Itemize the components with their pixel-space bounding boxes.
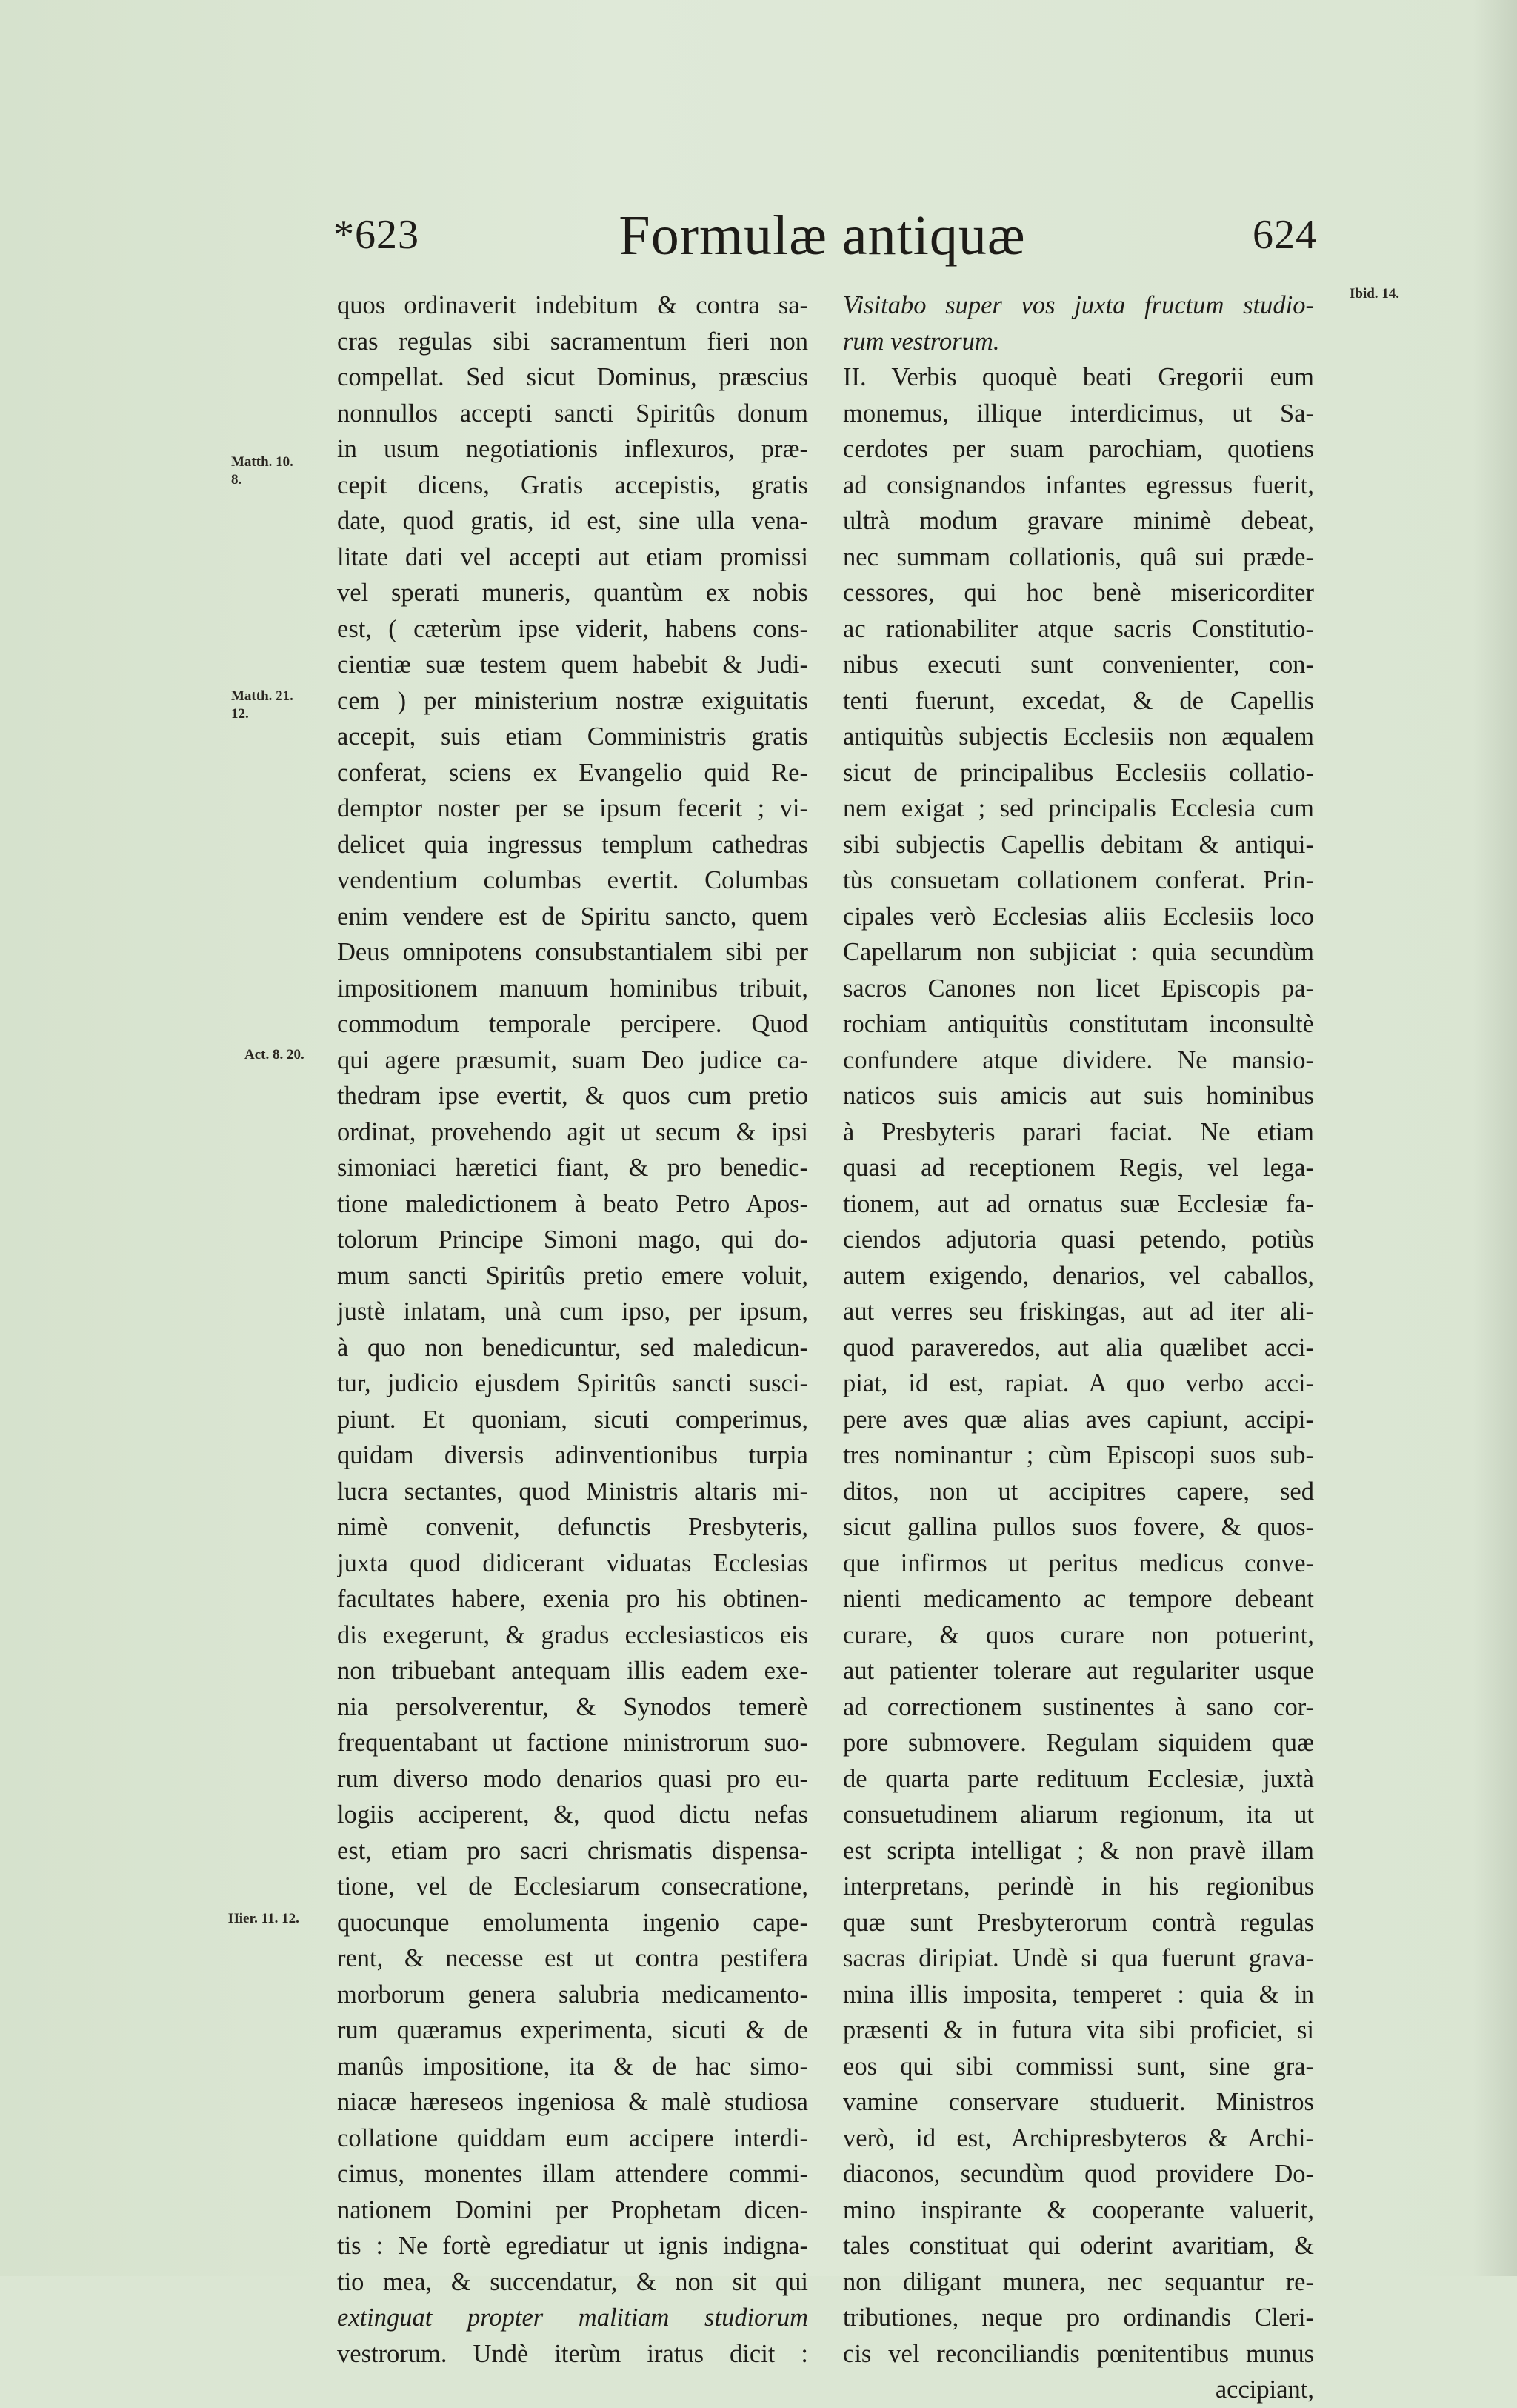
text-line: commodum temporale percipere. Quod [337,1010,808,1038]
text-line: conferat, sciens ex Evangelio quid Re- [337,758,808,787]
text-line: diaconos, secundùm quod providere Do- [843,2160,1314,2188]
text-line: cimus, monentes illam attendere commi- [337,2160,808,2188]
text-line: tione, vel de Ecclesiarum consecratione, [337,1872,808,1900]
page-header [319,204,1326,270]
text-line: demptor noster per se ipsum fecerit ; vi- [337,794,808,822]
text-line: tis : Ne fortè egrediatur ut ignis indigna- [337,2232,808,2260]
text-line: thedram ipse evertit, & quos cum pretio [337,1082,808,1110]
text-line: ac rationabiliter atque sacris Constitutio- [843,614,1314,643]
text-line: pere aves quæ alias aves capiunt, accipi- [843,1405,1314,1434]
text-line: accepit, suis etiam Comministris gratis [337,722,808,751]
text-line: quos ordinaverit indebitum & contra sa- [337,291,808,319]
text-line: impositionem manuum hominibus tribuit, [337,974,808,1002]
text-line: justè inlatam, unà cum ipso, per ipsum, [337,1297,808,1326]
text-line: rum quæramus experimenta, sicuti & de [337,2016,808,2044]
text-line: quocunque emolumenta ingenio cape- [337,1908,808,1937]
text-line: eos qui sibi commissi sunt, sine gra- [843,2052,1314,2081]
text-line: non tribuebant antequam illis eadem exe- [337,1657,808,1685]
right-page-number: 624 [1253,212,1317,258]
text-line: date, quod gratis, id est, sine ulla vena- [337,507,808,535]
text-line: delicet quia ingressus templum cathedras [337,830,808,859]
text-line: quidam diversis adinventionibus turpia [337,1441,808,1469]
text-line: rum diverso modo denarios quasi pro eu- [337,1764,808,1793]
text-line: Deus omnipotens consubstantialem sibi per [337,938,808,966]
text-line: quod paraveredos, aut alia quælibet acci- [843,1333,1314,1362]
text-line: à Presbyteris parari faciat. Ne etiam [843,1117,1314,1146]
text-line: morborum genera salubria medicamento- [337,1980,808,2009]
text-line: nienti medicamento ac tempore debeant [843,1585,1314,1613]
text-line: nimè convenit, defunctis Presbyteris, [337,1513,808,1541]
text-line: nibus executi sunt convenienter, con- [843,651,1314,679]
text-line: lucra sectantes, quod Ministris altaris mi- [337,1477,808,1506]
left-text-column [337,287,808,2372]
right-text-column [843,287,1314,2408]
text-line: ditos, non ut accipitres capere, sed [843,1477,1314,1506]
text-line: mino inspirante & cooperante valuerit, [843,2195,1314,2224]
text-line: tionem, aut ad ornatus suæ Ecclesiæ fa- [843,1189,1314,1218]
text-line: collatione quiddam eum accipere interdi- [337,2123,808,2152]
text-line: cras regulas sibi sacramentum fieri non [337,327,808,356]
text-line: confundere atque dividere. Ne mansio- [843,1045,1314,1074]
text-line: est scripta intelligat ; & non pravè illam [843,1836,1314,1865]
text-line: cem ) per ministerium nostræ exiguitatis [337,686,808,715]
text-line: ad correctionem sustinentes à sano cor- [843,1692,1314,1721]
text-line: juxta quod didicerant viduatas Ecclesias [337,1549,808,1577]
text-line: est, etiam pro sacri chrismatis dispensa- [337,1836,808,1865]
text-line: aut verres seu friskingas, aut ad iter ali- [843,1297,1314,1326]
margin-note-act-8: Act. 8. 20. [244,1047,304,1062]
text-line: cerdotes per suam parochiam, quotiens [843,435,1314,463]
text-line: rochiam antiquitùs constitutam inconsultè [843,1010,1314,1038]
margin-note-matth-21: Matth. 21. 12. [231,688,293,722]
text-line: pore submovere. Regulam siquidem quæ [843,1729,1314,1757]
text-line: præsenti & in futura vita sibi proficiet, si [843,2016,1314,2044]
text-line: nec summam collationis, quâ sui præde- [843,542,1314,571]
text-line: sicut de principalibus Ecclesiis collatio- [843,758,1314,787]
text-line: litate dati vel accepti aut etiam promissi [337,542,808,571]
text-line: ad consignandos infantes egressus fuerit, [843,470,1314,499]
margin-note-ibid: Ibid. 14. [1350,286,1400,302]
text-line: manûs impositione, ita & de hac simo- [337,2052,808,2081]
text-line: mina illis imposita, temperet : quia & in [843,1980,1314,2009]
text-line: vel sperati muneris, quantùm ex nobis [337,579,808,607]
text-line: de quarta parte redituum Ecclesiæ, juxtà [843,1764,1314,1793]
text-line: sacros Canones non licet Episcopis pa- [843,974,1314,1002]
text-line: niacæ hæreseos ingeniosa & malè studiosa [337,2088,808,2116]
text-line: vamine conservare studuerit. Ministros [843,2088,1314,2116]
text-line: sacras diripiat. Undè si qua fuerunt grava- [843,1944,1314,1972]
page-edge-shadow [1473,0,1517,2276]
text-line: rum vestrorum. [843,327,1000,356]
text-line: que infirmos ut peritus medicus conve- [843,1549,1314,1577]
text-line: compellat. Sed sicut Dominus, præscius [337,363,808,391]
text-line: nationem Domini per Prophetam dicen- [337,2195,808,2224]
text-line: cessores, qui hoc benè misericorditer [843,579,1314,607]
text-line: tione maledictionem à beato Petro Apos- [337,1189,808,1218]
text-line: extinguat propter malitiam studiorum [337,2304,808,2332]
text-line: autem exigendo, denarios, vel caballos, [843,1261,1314,1290]
text-line: naticos suis amicis aut suis hominibus [843,1082,1314,1110]
text-line: facultates habere, exenia pro his obtinen- [337,1585,808,1613]
text-line: II. Verbis quoquè beati Gregorii eum [843,363,1314,391]
text-line: interpretans, perindè in his regionibus [843,1872,1314,1900]
text-line: vendentium columbas evertit. Columbas [337,866,808,894]
text-line: accipiant, [1215,2375,1314,2404]
margin-note-matth-10: Matth. 10. 8. [231,454,293,488]
text-line: sibi subjectis Capellis debitam & antiqui- [843,830,1314,859]
text-line: tur, judicio ejusdem Spiritûs sancti susci- [337,1369,808,1397]
text-line: tùs consuetam collationem conferat. Prin- [843,866,1314,894]
text-line: quæ sunt Presbyterorum contrà regulas [843,1908,1314,1937]
text-line: piunt. Et quoniam, sicuti comperimus, [337,1405,808,1434]
text-line: qui agere præsumit, suam Deo judice ca- [337,1045,808,1074]
text-line: tributiones, neque pro ordinandis Cleri- [843,2304,1314,2332]
text-line: ciendos adjutoria quasi petendo, potiùs [843,1225,1314,1254]
text-line: Capellarum non subjiciat : quia secundùm [843,938,1314,966]
left-page-number: *623 [333,212,419,258]
text-line: cientiæ suæ testem quem habebit & Judi- [337,651,808,679]
text-line: monemus, illique interdicimus, ut Sa- [843,399,1314,428]
text-line: cis vel reconciliandis pœnitentibus munus [843,2339,1314,2368]
text-line: cepit dicens, Gratis accepistis, gratis [337,470,808,499]
text-line: rent, & necesse est ut contra pestifera [337,1944,808,1972]
text-line: ultrà modum gravare minimè debeat, [843,507,1314,535]
text-line: piat, id est, rapiat. A quo verbo acci- [843,1369,1314,1397]
text-line: enim vendere est de Spiritu sancto, quem [337,902,808,931]
text-line: non diligant munera, nec sequantur re- [843,2267,1314,2296]
text-line: aut patienter tolerare aut regulariter usque [843,1657,1314,1685]
text-line: tales constituat qui oderint avaritiam, & [843,2232,1314,2260]
text-line: mum sancti Spiritûs pretio emere voluit, [337,1261,808,1290]
text-line: dis exegerunt, & gradus ecclesiasticos eis [337,1620,808,1649]
text-line: tres nominantur ; cùm Episcopi suos sub- [843,1441,1314,1469]
text-line: cipales verò Ecclesias aliis Ecclesiis loco [843,902,1314,931]
text-line: à quo non benedicuntur, sed maledicun- [337,1333,808,1362]
text-line: in usum negotiationis inflexuros, præ- [337,435,808,463]
text-line: nem exigat ; sed principalis Ecclesia cum [843,794,1314,822]
margin-note-hier: Hier. 11. 12. [228,1911,299,1926]
text-line: nonnullos accepti sancti Spiritûs donum [337,399,808,428]
text-line: logiis acciperent, &, quod dictu nefas [337,1800,808,1829]
text-line: tenti fuerunt, excedat, & de Capellis [843,686,1314,715]
running-title: Formulæ antiquæ [619,204,1026,267]
text-line: frequentabant ut factione ministrorum suo- [337,1729,808,1757]
text-line: simoniaci hæretici fiant, & pro benedic- [337,1154,808,1182]
text-line: ordinat, provehendo agit ut secum & ipsi [337,1117,808,1146]
text-line: verò, id est, Archipresbyteros & Archi- [843,2123,1314,2152]
text-line: quasi ad receptionem Regis, vel lega- [843,1154,1314,1182]
text-line: curare, & quos curare non potuerint, [843,1620,1314,1649]
text-line: Visitabo super vos juxta fructum studio- [843,291,1314,319]
text-line: consuetudinem aliarum regionum, ita ut [843,1800,1314,1829]
text-line: nia persolverentur, & Synodos temerè [337,1692,808,1721]
text-line: tolorum Principe Simoni mago, qui do- [337,1225,808,1254]
text-line: vestrorum. Undè iterùm iratus dicit : [337,2339,808,2368]
text-line: est, ( cæterùm ipse viderit, habens cons- [337,614,808,643]
text-line: antiquitùs subjectis Ecclesiis non æqualem [843,722,1314,751]
text-line: tio mea, & succendatur, & non sit qui [337,2267,808,2296]
text-line: sicut gallina pullos suos fovere, & quos- [843,1513,1314,1541]
